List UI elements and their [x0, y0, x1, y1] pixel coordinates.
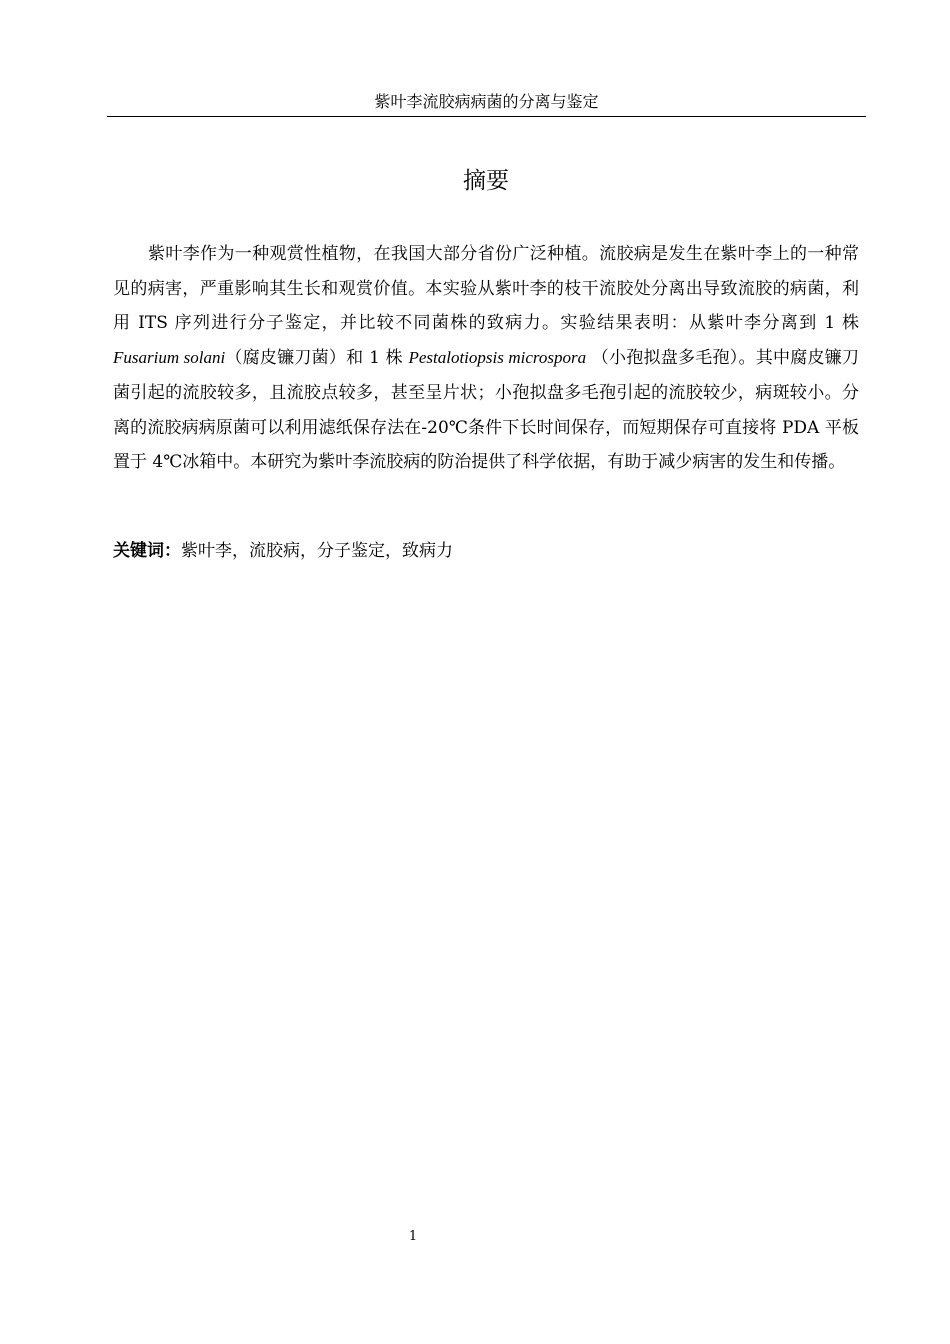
abstract-text-part3: （小孢拟盘多毛孢）。其中腐皮镰刀菌引起的流胶较多，且流胶点较多，甚至呈片状；小孢拟盘多毛孢引起的流胶较少，病斑较小。分离的流胶病病原菌可以利用滤纸保存法在-20℃条件下长时间保存，而短期保存可直接将 PDA 平板置于 4℃冰箱中。本研究为紫叶李流胶病的防治提供了科学依据，有助于减少病害的发生和传播。 [113, 348, 859, 473]
keywords-text: 紫叶李，流胶病，分子鉴定，致病力 [181, 541, 453, 561]
running-header [107, 92, 866, 117]
species-name-fusarium: Fusarium solani [113, 348, 226, 368]
keywords-label: 关键词： [113, 541, 181, 561]
page-number: 1 [408, 1229, 418, 1244]
keywords-line [113, 537, 859, 565]
abstract-text-part1: 紫叶李作为一种观赏性植物，在我国大部分省份广泛种植。流胶病是发生在紫叶李上的一种常见的病害，严重影响其生长和观赏价值。本实验从紫叶李的枝干流胶处分离出导致流胶的病菌，利用 ITS 序列进行分子鉴定，并比较不同菌株的致病力。实验结果表明：从紫叶李分离到 1 株 [113, 244, 859, 334]
running-header-title: 紫叶李流胶病病菌的分离与鉴定 [374, 92, 599, 111]
species-name-pestalotiopsis: Pestalotiopsis microspora [408, 348, 587, 368]
abstract-title: 摘要 [463, 168, 509, 194]
abstract-paragraph [113, 237, 859, 480]
abstract-text-part2: （腐皮镰刀菌）和 1 株 [225, 348, 409, 369]
